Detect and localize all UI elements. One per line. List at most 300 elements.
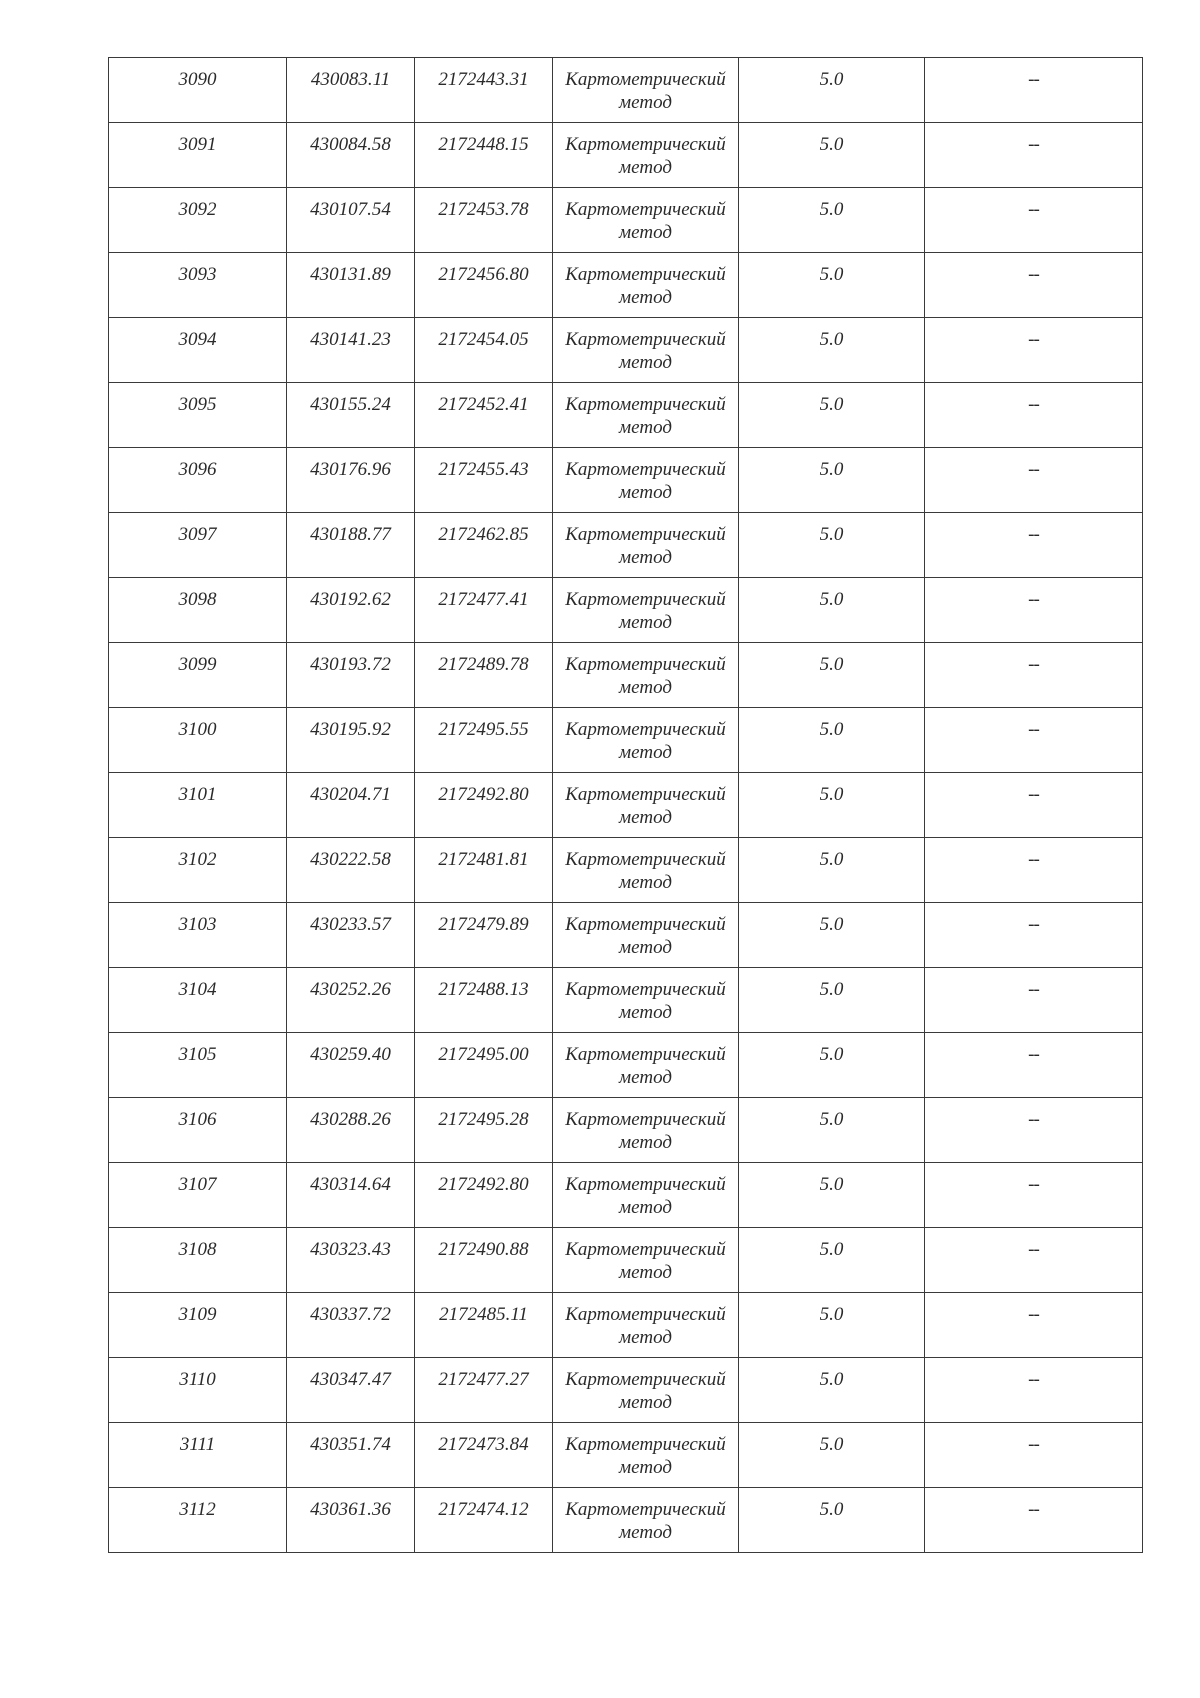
method-line-1: Картометрический: [565, 589, 726, 610]
table-row: [109, 253, 1143, 318]
method-line-1: Картометрический: [565, 264, 726, 285]
point-number-cell: [109, 1423, 287, 1488]
point-number-cell: [109, 448, 287, 513]
accuracy-cell: [739, 1293, 925, 1358]
method-line-1: Картометрический: [565, 849, 726, 870]
accuracy-cell: [739, 968, 925, 1033]
x-coordinate-text: 430141.23: [310, 329, 391, 350]
point-number-text: 3104: [178, 979, 217, 1000]
x-coordinate-cell: [287, 318, 415, 383]
method-line-2: метод: [619, 612, 672, 633]
point-number-cell: [109, 513, 287, 578]
x-coordinate-text: 430233.57: [310, 914, 391, 935]
method-cell: [553, 383, 739, 448]
method-line-1: Картометрический: [565, 1499, 726, 1520]
note-text: --: [1028, 849, 1039, 870]
accuracy-text: 5.0: [819, 394, 844, 415]
method-line-1: Картометрический: [565, 69, 726, 90]
method-line-2: метод: [619, 807, 672, 828]
method-line-2: метод: [619, 1067, 672, 1088]
y-coordinate-text: 2172453.78: [438, 199, 529, 220]
table-row: [109, 1293, 1143, 1358]
method-line-2: метод: [619, 1327, 672, 1348]
x-coordinate-cell: [287, 968, 415, 1033]
method-line-2: метод: [619, 1392, 672, 1413]
point-number-cell: [109, 1228, 287, 1293]
accuracy-cell: [739, 123, 925, 188]
method-cell: [553, 448, 739, 513]
table-row: [109, 383, 1143, 448]
method-line-2: метод: [619, 222, 672, 243]
table-row: [109, 903, 1143, 968]
point-number-text: 3091: [178, 134, 217, 155]
note-text: --: [1028, 524, 1039, 545]
y-coordinate-cell: [415, 1228, 553, 1293]
method-cell: [553, 708, 739, 773]
table-row: [109, 318, 1143, 383]
point-number-text: 3107: [178, 1174, 217, 1195]
y-coordinate-cell: [415, 253, 553, 318]
x-coordinate-text: 430084.58: [310, 134, 391, 155]
accuracy-cell: [739, 448, 925, 513]
x-coordinate-text: 430222.58: [310, 849, 391, 870]
point-number-cell: [109, 253, 287, 318]
accuracy-cell: [739, 1488, 925, 1553]
x-coordinate-cell: [287, 513, 415, 578]
note-cell: [925, 1488, 1143, 1553]
y-coordinate-text: 2172479.89: [438, 914, 529, 935]
point-number-cell: [109, 1163, 287, 1228]
accuracy-cell: [739, 578, 925, 643]
note-text: --: [1028, 1369, 1039, 1390]
note-cell: [925, 318, 1143, 383]
point-number-text: 3112: [179, 1499, 216, 1520]
x-coordinate-text: 430195.92: [310, 719, 391, 740]
method-line-2: метод: [619, 92, 672, 113]
note-cell: [925, 448, 1143, 513]
method-line-2: метод: [619, 872, 672, 893]
x-coordinate-cell: [287, 1358, 415, 1423]
y-coordinate-cell: [415, 773, 553, 838]
table-row: [109, 838, 1143, 903]
accuracy-text: 5.0: [819, 1304, 844, 1325]
table-row: [109, 58, 1143, 123]
y-coordinate-text: 2172495.55: [438, 719, 529, 740]
table-body: [109, 58, 1143, 1553]
point-number-text: 3105: [178, 1044, 217, 1065]
note-text: --: [1028, 69, 1039, 90]
point-number-cell: [109, 643, 287, 708]
y-coordinate-cell: [415, 903, 553, 968]
point-number-cell: [109, 708, 287, 773]
accuracy-text: 5.0: [819, 654, 844, 675]
method-line-1: Картометрический: [565, 654, 726, 675]
point-number-text: 3101: [178, 784, 217, 805]
point-number-text: 3098: [178, 589, 217, 610]
x-coordinate-text: 430193.72: [310, 654, 391, 675]
accuracy-cell: [739, 1098, 925, 1163]
y-coordinate-text: 2172490.88: [438, 1239, 529, 1260]
y-coordinate-cell: [415, 1163, 553, 1228]
point-number-text: 3097: [178, 524, 217, 545]
note-cell: [925, 1358, 1143, 1423]
note-cell: [925, 123, 1143, 188]
method-line-1: Картометрический: [565, 1369, 726, 1390]
point-number-cell: [109, 578, 287, 643]
method-line-2: метод: [619, 1457, 672, 1478]
method-cell: [553, 1488, 739, 1553]
table-row: [109, 513, 1143, 578]
method-cell: [553, 123, 739, 188]
note-cell: [925, 708, 1143, 773]
accuracy-text: 5.0: [819, 329, 844, 350]
point-number-text: 3090: [178, 69, 217, 90]
method-line-1: Картометрический: [565, 524, 726, 545]
method-line-1: Картометрический: [565, 1174, 726, 1195]
x-coordinate-cell: [287, 903, 415, 968]
method-line-2: метод: [619, 352, 672, 373]
note-text: --: [1028, 394, 1039, 415]
accuracy-cell: [739, 903, 925, 968]
note-text: --: [1028, 459, 1039, 480]
y-coordinate-text: 2172485.11: [439, 1304, 528, 1325]
x-coordinate-cell: [287, 578, 415, 643]
note-cell: [925, 903, 1143, 968]
method-line-1: Картометрический: [565, 1044, 726, 1065]
method-cell: [553, 643, 739, 708]
method-cell: [553, 1423, 739, 1488]
accuracy-cell: [739, 708, 925, 773]
point-number-text: 3111: [179, 1434, 216, 1455]
table-row: [109, 1098, 1143, 1163]
note-text: --: [1028, 1109, 1039, 1130]
accuracy-text: 5.0: [819, 1109, 844, 1130]
accuracy-cell: [739, 1358, 925, 1423]
x-coordinate-cell: [287, 773, 415, 838]
y-coordinate-text: 2172474.12: [438, 1499, 529, 1520]
x-coordinate-text: 430176.96: [310, 459, 391, 480]
y-coordinate-cell: [415, 1358, 553, 1423]
point-number-text: 3102: [178, 849, 217, 870]
point-number-cell: [109, 383, 287, 448]
x-coordinate-cell: [287, 123, 415, 188]
point-number-cell: [109, 1488, 287, 1553]
x-coordinate-cell: [287, 1228, 415, 1293]
accuracy-cell: [739, 1228, 925, 1293]
table-row: [109, 1163, 1143, 1228]
method-line-1: Картометрический: [565, 199, 726, 220]
x-coordinate-cell: [287, 1098, 415, 1163]
method-line-2: метод: [619, 677, 672, 698]
note-text: --: [1028, 134, 1039, 155]
note-text: --: [1028, 1434, 1039, 1455]
point-number-text: 3096: [178, 459, 217, 480]
method-line-2: метод: [619, 417, 672, 438]
y-coordinate-text: 2172489.78: [438, 654, 529, 675]
note-text: --: [1028, 329, 1039, 350]
point-number-cell: [109, 773, 287, 838]
method-cell: [553, 903, 739, 968]
point-number-cell: [109, 1098, 287, 1163]
point-number-cell: [109, 838, 287, 903]
note-cell: [925, 968, 1143, 1033]
method-line-2: метод: [619, 1522, 672, 1543]
note-cell: [925, 1423, 1143, 1488]
method-cell: [553, 1163, 739, 1228]
method-line-1: Картометрический: [565, 914, 726, 935]
y-coordinate-cell: [415, 1098, 553, 1163]
accuracy-cell: [739, 643, 925, 708]
table-row: [109, 1033, 1143, 1098]
method-cell: [553, 578, 739, 643]
x-coordinate-text: 430361.36: [310, 1499, 391, 1520]
note-text: --: [1028, 1044, 1039, 1065]
note-text: --: [1028, 719, 1039, 740]
method-line-1: Картометрический: [565, 979, 726, 1000]
x-coordinate-text: 430351.74: [310, 1434, 391, 1455]
point-number-cell: [109, 1293, 287, 1358]
y-coordinate-text: 2172495.00: [438, 1044, 529, 1065]
method-line-2: метод: [619, 1002, 672, 1023]
x-coordinate-text: 430337.72: [310, 1304, 391, 1325]
method-cell: [553, 968, 739, 1033]
accuracy-text: 5.0: [819, 1369, 844, 1390]
y-coordinate-cell: [415, 448, 553, 513]
point-number-text: 3093: [178, 264, 217, 285]
method-line-1: Картометрический: [565, 1239, 726, 1260]
accuracy-text: 5.0: [819, 849, 844, 870]
note-cell: [925, 58, 1143, 123]
y-coordinate-cell: [415, 318, 553, 383]
accuracy-cell: [739, 58, 925, 123]
note-text: --: [1028, 784, 1039, 805]
y-coordinate-text: 2172492.80: [438, 784, 529, 805]
table-row: [109, 643, 1143, 708]
accuracy-text: 5.0: [819, 589, 844, 610]
method-cell: [553, 1033, 739, 1098]
note-text: --: [1028, 654, 1039, 675]
table-row: [109, 578, 1143, 643]
method-cell: [553, 1293, 739, 1358]
method-line-2: метод: [619, 287, 672, 308]
table-row: [109, 968, 1143, 1033]
y-coordinate-cell: [415, 578, 553, 643]
accuracy-text: 5.0: [819, 1499, 844, 1520]
y-coordinate-cell: [415, 513, 553, 578]
note-cell: [925, 383, 1143, 448]
table-row: [109, 773, 1143, 838]
x-coordinate-cell: [287, 1423, 415, 1488]
table-row: [109, 1358, 1143, 1423]
point-number-text: 3099: [178, 654, 217, 675]
method-line-1: Картометрический: [565, 459, 726, 480]
y-coordinate-text: 2172488.13: [438, 979, 529, 1000]
point-number-text: 3109: [178, 1304, 217, 1325]
y-coordinate-text: 2172481.81: [438, 849, 529, 870]
x-coordinate-cell: [287, 1488, 415, 1553]
x-coordinate-text: 430204.71: [310, 784, 391, 805]
point-number-text: 3092: [178, 199, 217, 220]
point-number-cell: [109, 968, 287, 1033]
y-coordinate-text: 2172448.15: [438, 134, 529, 155]
x-coordinate-text: 430083.11: [310, 69, 391, 90]
note-cell: [925, 1228, 1143, 1293]
note-cell: [925, 1098, 1143, 1163]
x-coordinate-text: 430188.77: [310, 524, 391, 545]
x-coordinate-text: 430252.26: [310, 979, 391, 1000]
note-text: --: [1028, 1174, 1039, 1195]
accuracy-text: 5.0: [819, 1044, 844, 1065]
method-line-1: Картометрический: [565, 134, 726, 155]
note-text: --: [1028, 1499, 1039, 1520]
note-cell: [925, 188, 1143, 253]
point-number-text: 3110: [179, 1369, 216, 1390]
x-coordinate-text: 430131.89: [310, 264, 391, 285]
x-coordinate-cell: [287, 1033, 415, 1098]
method-line-1: Картометрический: [565, 784, 726, 805]
x-coordinate-cell: [287, 1163, 415, 1228]
x-coordinate-cell: [287, 383, 415, 448]
table-row: [109, 1228, 1143, 1293]
point-number-text: 3095: [178, 394, 217, 415]
accuracy-cell: [739, 383, 925, 448]
note-cell: [925, 773, 1143, 838]
method-line-1: Картометрический: [565, 1109, 726, 1130]
y-coordinate-cell: [415, 383, 553, 448]
accuracy-cell: [739, 513, 925, 578]
method-cell: [553, 838, 739, 903]
point-number-cell: [109, 1033, 287, 1098]
method-cell: [553, 318, 739, 383]
x-coordinate-cell: [287, 448, 415, 513]
note-cell: [925, 1033, 1143, 1098]
method-line-1: Картометрический: [565, 394, 726, 415]
y-coordinate-cell: [415, 1293, 553, 1358]
x-coordinate-cell: [287, 58, 415, 123]
accuracy-text: 5.0: [819, 459, 844, 480]
note-text: --: [1028, 1239, 1039, 1260]
accuracy-cell: [739, 188, 925, 253]
method-line-2: метод: [619, 157, 672, 178]
accuracy-text: 5.0: [819, 1174, 844, 1195]
x-coordinate-cell: [287, 708, 415, 773]
accuracy-text: 5.0: [819, 914, 844, 935]
note-cell: [925, 1293, 1143, 1358]
accuracy-text: 5.0: [819, 1239, 844, 1260]
note-cell: [925, 578, 1143, 643]
note-text: --: [1028, 979, 1039, 1000]
point-number-text: 3100: [178, 719, 217, 740]
method-cell: [553, 253, 739, 318]
y-coordinate-cell: [415, 1423, 553, 1488]
method-line-2: метод: [619, 1262, 672, 1283]
y-coordinate-cell: [415, 968, 553, 1033]
y-coordinate-text: 2172455.43: [438, 459, 529, 480]
accuracy-cell: [739, 1423, 925, 1488]
accuracy-text: 5.0: [819, 199, 844, 220]
table-row: [109, 1423, 1143, 1488]
note-cell: [925, 513, 1143, 578]
note-cell: [925, 838, 1143, 903]
y-coordinate-text: 2172452.41: [438, 394, 529, 415]
x-coordinate-text: 430347.47: [310, 1369, 391, 1390]
note-text: --: [1028, 914, 1039, 935]
method-cell: [553, 1358, 739, 1423]
note-text: --: [1028, 264, 1039, 285]
point-number-cell: [109, 903, 287, 968]
table-row: [109, 1488, 1143, 1553]
y-coordinate-text: 2172456.80: [438, 264, 529, 285]
accuracy-cell: [739, 1163, 925, 1228]
method-line-2: метод: [619, 1132, 672, 1153]
coordinates-table: [108, 57, 1143, 1553]
y-coordinate-cell: [415, 708, 553, 773]
accuracy-cell: [739, 773, 925, 838]
accuracy-cell: [739, 318, 925, 383]
point-number-cell: [109, 58, 287, 123]
method-line-1: Картометрический: [565, 1434, 726, 1455]
y-coordinate-cell: [415, 643, 553, 708]
accuracy-text: 5.0: [819, 264, 844, 285]
method-cell: [553, 58, 739, 123]
method-line-2: метод: [619, 742, 672, 763]
x-coordinate-cell: [287, 1293, 415, 1358]
y-coordinate-text: 2172454.05: [438, 329, 529, 350]
point-number-text: 3106: [178, 1109, 217, 1130]
note-text: --: [1028, 589, 1039, 610]
x-coordinate-text: 430314.64: [310, 1174, 391, 1195]
accuracy-text: 5.0: [819, 524, 844, 545]
table-row: [109, 188, 1143, 253]
point-number-text: 3108: [178, 1239, 217, 1260]
method-line-1: Картометрический: [565, 329, 726, 350]
accuracy-cell: [739, 1033, 925, 1098]
point-number-text: 3094: [178, 329, 217, 350]
table-row: [109, 448, 1143, 513]
y-coordinate-text: 2172443.31: [438, 69, 529, 90]
y-coordinate-text: 2172477.41: [438, 589, 529, 610]
accuracy-text: 5.0: [819, 69, 844, 90]
point-number-cell: [109, 188, 287, 253]
point-number-cell: [109, 1358, 287, 1423]
accuracy-text: 5.0: [819, 134, 844, 155]
accuracy-text: 5.0: [819, 719, 844, 740]
y-coordinate-text: 2172462.85: [438, 524, 529, 545]
x-coordinate-text: 430323.43: [310, 1239, 391, 1260]
table-row: [109, 123, 1143, 188]
y-coordinate-cell: [415, 1033, 553, 1098]
y-coordinate-cell: [415, 123, 553, 188]
x-coordinate-text: 430259.40: [310, 1044, 391, 1065]
x-coordinate-text: 430107.54: [310, 199, 391, 220]
x-coordinate-text: 430192.62: [310, 589, 391, 610]
method-line-2: метод: [619, 937, 672, 958]
method-cell: [553, 1228, 739, 1293]
method-line-1: Картометрический: [565, 719, 726, 740]
method-cell: [553, 513, 739, 578]
accuracy-text: 5.0: [819, 1434, 844, 1455]
x-coordinate-text: 430155.24: [310, 394, 391, 415]
accuracy-cell: [739, 253, 925, 318]
point-number-cell: [109, 123, 287, 188]
y-coordinate-text: 2172492.80: [438, 1174, 529, 1195]
note-cell: [925, 253, 1143, 318]
note-text: --: [1028, 199, 1039, 220]
y-coordinate-cell: [415, 1488, 553, 1553]
note-cell: [925, 1163, 1143, 1228]
y-coordinate-cell: [415, 838, 553, 903]
x-coordinate-cell: [287, 188, 415, 253]
